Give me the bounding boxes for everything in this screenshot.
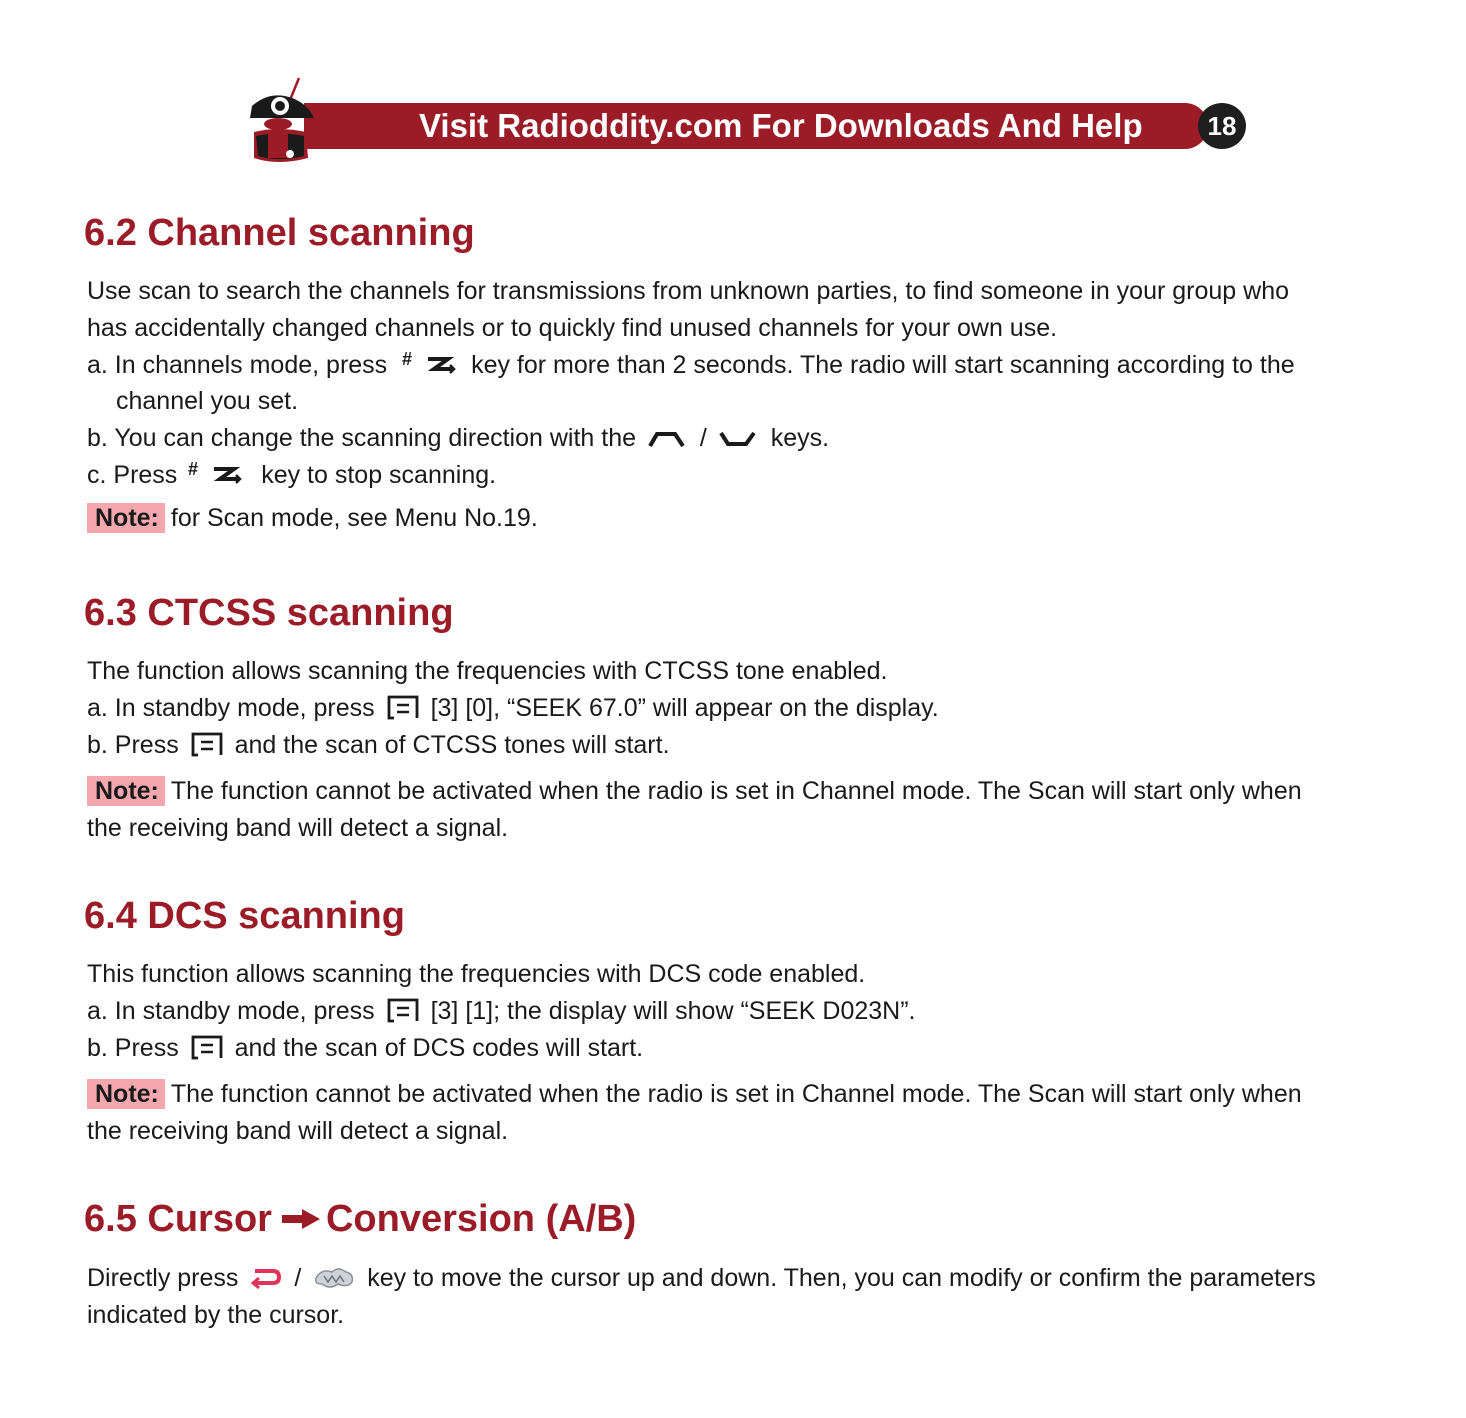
section-title-6-3: 6.3 CTCSS scanning (84, 592, 454, 634)
note (87, 776, 1302, 806)
note-cont: the receiving band will detect a signal. (87, 814, 509, 842)
paragraph: The function allows scanning the frequencies with CTCSS tone enabled. (87, 657, 888, 685)
step-text: key to stop scanning. (261, 461, 497, 489)
step-text: b. Press (87, 731, 179, 759)
step-text: a. In channels mode, press (87, 351, 388, 379)
step-text: a. In standby mode, press (87, 694, 375, 722)
hash-scan-key-icon (398, 351, 460, 377)
menu-key-icon (386, 997, 420, 1023)
note-text: The function cannot be activated when the radio is set in Channel mode. The Scan will start only when (170, 777, 1302, 805)
note-text: for Scan mode, see Menu No.19. (170, 504, 538, 532)
separator: / (294, 1264, 302, 1292)
section-title-6-2: 6.2 Channel scanning (84, 212, 475, 254)
note-cont: the receiving band will detect a signal. (87, 1117, 509, 1145)
separator: / (699, 424, 707, 452)
ab-key-icon (312, 1264, 356, 1290)
step-a (87, 693, 939, 723)
step-b (87, 730, 670, 760)
step-text: [3] [1]; the display will show “SEEK D023N”. (430, 997, 916, 1025)
svg-text:#: # (188, 461, 199, 479)
section-title-6-5 (84, 1197, 636, 1241)
step-text: key for more than 2 seconds. The radio will start scanning according to the (471, 351, 1295, 379)
step-a (87, 350, 1295, 380)
note (87, 503, 538, 533)
title-part: 6.5 Cursor (84, 1198, 272, 1240)
menu-key-icon (386, 694, 420, 720)
step-c (87, 460, 496, 490)
note-label: Note: (87, 503, 165, 533)
para-text: key to move the cursor up and down. Then, you can modify or confirm the parameters (367, 1264, 1316, 1292)
paragraph: Use scan to search the channels for transmissions from unknown parties, to find someone in your group who (87, 277, 1290, 305)
step-b (87, 423, 829, 453)
step-text: a. In standby mode, press (87, 997, 375, 1025)
step-text: [3] [0], “SEEK 67.0” will appear on the display. (430, 694, 939, 722)
down-key-icon (718, 428, 760, 450)
paragraph (87, 1263, 1316, 1293)
step-text: and the scan of DCS codes will start. (234, 1034, 644, 1062)
note-label: Note: (87, 776, 165, 806)
step-a-cont: channel you set. (116, 387, 299, 415)
up-key-icon (647, 428, 689, 450)
header-banner (246, 76, 1250, 166)
menu-key-icon (190, 1034, 224, 1060)
right-arrow-icon (282, 1209, 320, 1229)
banner-title: Visit Radioddity.com For Downloads And Help (419, 107, 1143, 144)
title-part: Conversion (A/B) (325, 1198, 637, 1240)
svg-text:#: # (402, 351, 413, 369)
para-text: Directly press (87, 1264, 239, 1292)
step-text: b. You can change the scanning direction with the (87, 424, 637, 452)
note-label: Note: (87, 1079, 165, 1109)
hash-scan-key-icon (188, 461, 250, 487)
menu-key-icon (190, 731, 224, 757)
exit-key-icon (249, 1266, 283, 1290)
mascot-logo-icon (246, 76, 326, 166)
section-title-6-4: 6.4 DCS scanning (84, 895, 405, 937)
note (87, 1079, 1302, 1109)
step-text: and the scan of CTCSS tones will start. (234, 731, 670, 759)
paragraph: has accidentally changed channels or to quickly find unused channels for your own use. (87, 314, 1058, 342)
step-text: keys. (770, 424, 830, 452)
step-b (87, 1033, 643, 1063)
page-number-badge: 18 (1198, 103, 1246, 149)
step-a (87, 996, 916, 1026)
paragraph: This function allows scanning the frequencies with DCS code enabled. (87, 960, 866, 988)
step-text: b. Press (87, 1034, 179, 1062)
paragraph: indicated by the cursor. (87, 1301, 345, 1329)
step-text: c. Press (87, 461, 178, 489)
note-text: The function cannot be activated when the radio is set in Channel mode. The Scan will start only when (170, 1080, 1302, 1108)
